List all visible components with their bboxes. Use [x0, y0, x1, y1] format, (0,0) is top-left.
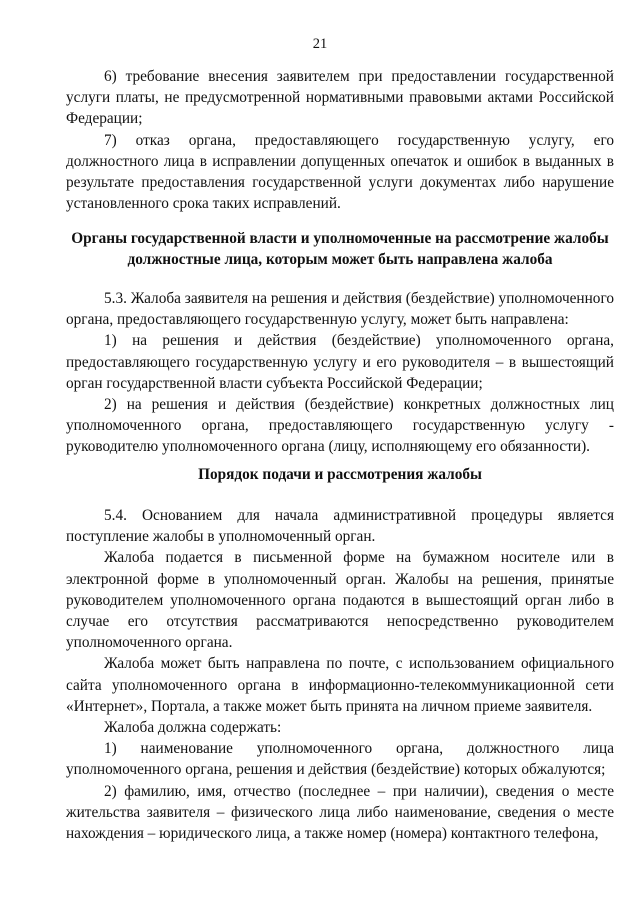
paragraph: 5.4. Основанием для начала административной процедуры является поступление жалобы в уполномоченный орган. — [66, 507, 614, 546]
paragraph: Жалоба может быть направлена по почте, с использованием официального сайта уполномоченного органа в информационно-телекоммуникационной сети «Интернет», Портала, а также может быть принята на личном приеме заявителя. — [66, 655, 614, 715]
paragraph: 1) на решения и действия (бездействие) уполномоченного органа, предоставляющего государственную услугу и его руководителя – в вышестоящий орган государственной власти субъекта Российской Федерации; — [66, 332, 614, 392]
paragraph: 2) фамилию, имя, отчество (последнее – при наличии), сведения о месте жительства заявителя – физического лица либо наименование, сведения о месте нахождения – юридического лица, а также номер (номера) контактного телефона, — [66, 782, 614, 843]
section-heading-complaint-procedure: Порядок подачи и рассмотрения жалобы — [198, 466, 482, 483]
section-block-3 — [66, 505, 614, 844]
paragraph: 5.3. Жалоба заявителя на решения и действия (бездействие) уполномоченного органа, предоставляющего государственную услугу, может быть направлена: — [66, 290, 614, 329]
paragraph: Жалоба должна содержать: — [104, 719, 282, 737]
section-block-1 — [66, 66, 614, 214]
paragraph: 2) на решения и действия (бездействие) конкретных должностных лиц уполномоченного органа, предоставляющего государственную услугу - руководителю уполномоченного органа (лицу, исполняющему его обязанности). — [66, 396, 614, 456]
paragraph: Жалоба подается в письменной форме на бумажном носителе или в электронной форме в уполномоченный орган. Жалобы на решения, принятые руководителем уполномоченного органа подаются в вышестоящий орган либо в случае его отсутствия рассматриваются непосредственно руководителем уполномоченного органа. — [66, 549, 614, 652]
paragraph: 6) требование внесения заявителем при предоставлении государственной услуги платы, не предусмотренной нормативными правовыми актами Российской Федерации; — [66, 68, 614, 128]
page-number: 21 — [312, 36, 328, 52]
paragraph: 1) наименование уполномоченного органа, должностного лица уполномоченного органа, решения и действия (бездействие) которых обжалуются; — [66, 740, 614, 779]
section-heading-complaint-bodies: Органы государственной власти и уполномоченные на рассмотрение жалобы должностные лица, которым может быть направлена жалоба — [71, 230, 609, 269]
paragraph: 7) отказ органа, предоставляющего государственную услугу, его должностного лица в исправлении допущенных опечаток и ошибок в выданных в результате предоставления государственной услуги документах либо нарушение установленного срока таких исправлений. — [66, 131, 614, 213]
section-block-2 — [66, 288, 614, 458]
